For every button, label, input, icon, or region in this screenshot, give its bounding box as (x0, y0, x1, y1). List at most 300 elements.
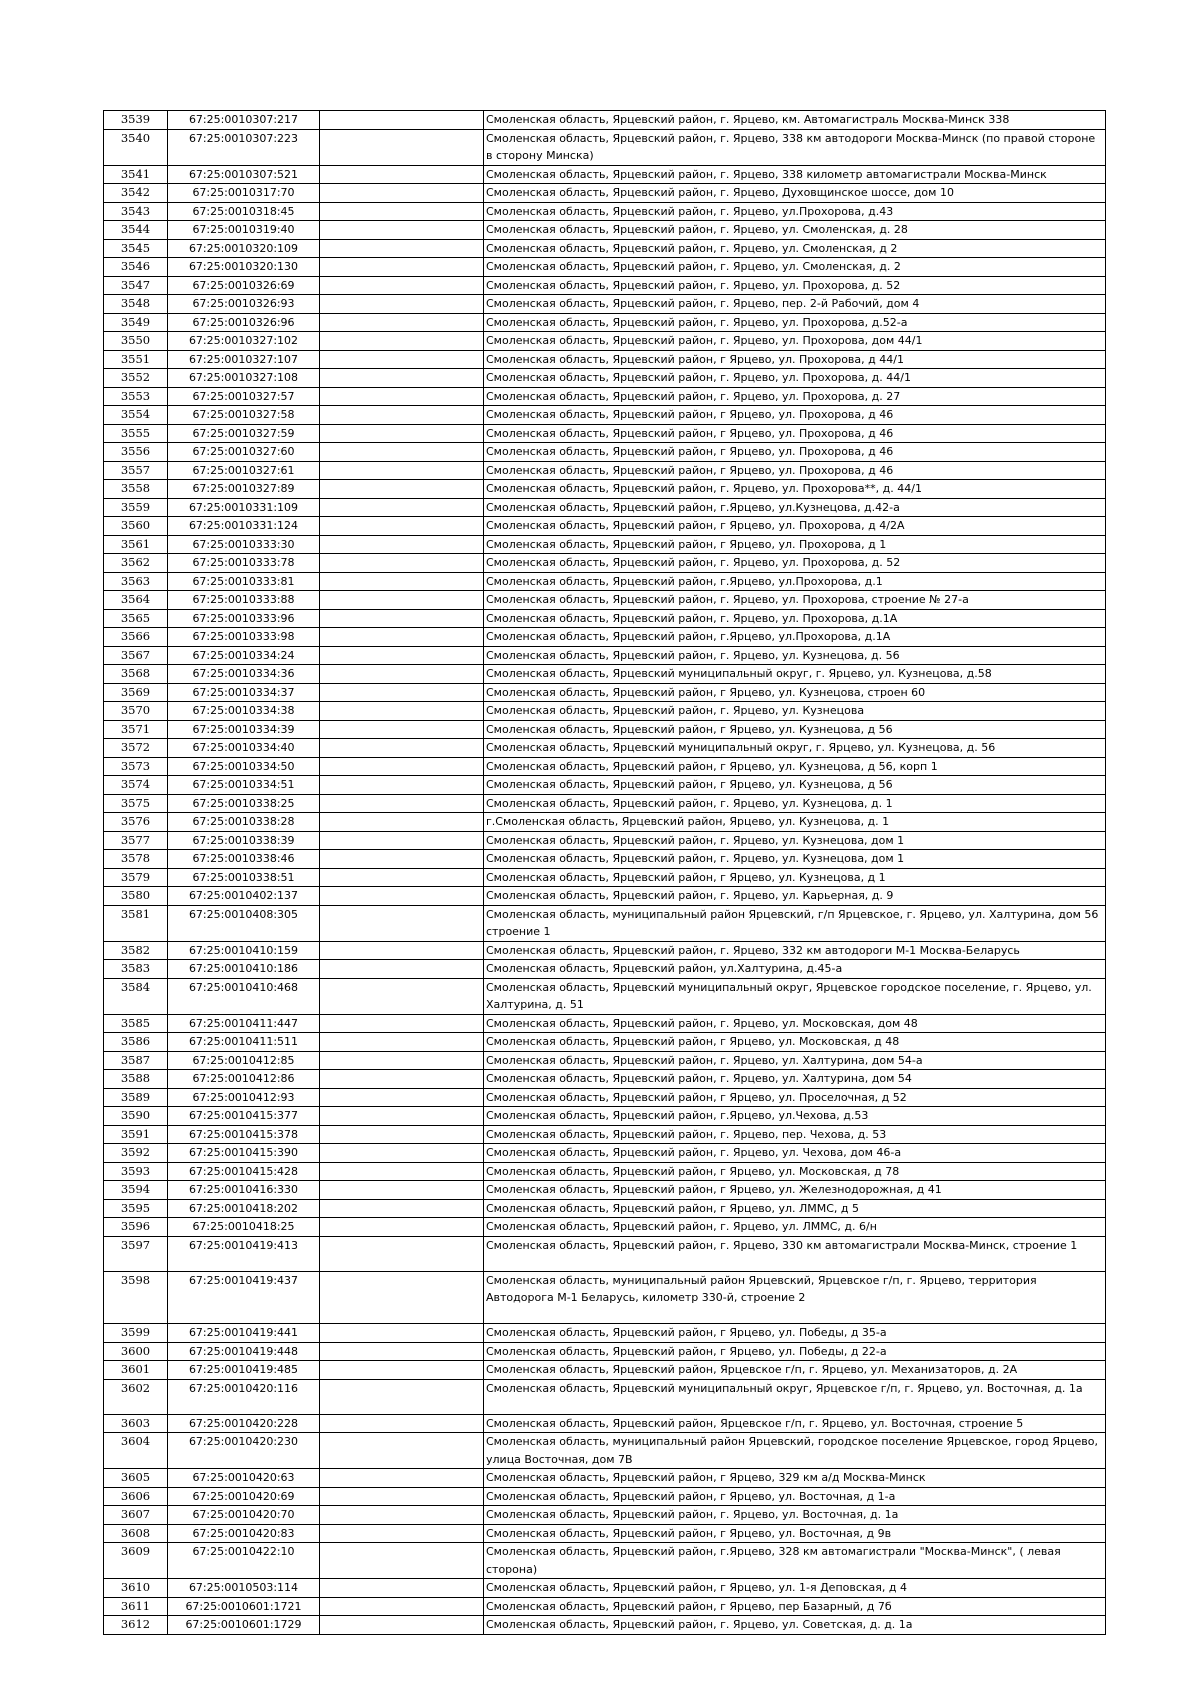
address-cell: Смоленская область, Ярцевский район, г Ярцево, ул. ЛММС, д 5 (484, 1199, 1106, 1218)
cadastral-number-cell: 67:25:0010410:186 (168, 960, 320, 979)
cadastral-number-cell: 67:25:0010307:223 (168, 129, 320, 165)
empty-cell (320, 1579, 484, 1598)
address-cell: Смоленская область, Ярцевский район, Ярцевское г/п, г. Ярцево, ул. Восточная, строение 5 (484, 1414, 1106, 1433)
table-row (104, 702, 1106, 721)
address-cell: Смоленская область, Ярцевский район, г Ярцево, ул. Кузнецова, д 56 (484, 720, 1106, 739)
table-row (104, 1469, 1106, 1488)
table-row (104, 332, 1106, 351)
table-row (104, 1236, 1106, 1271)
row-number-cell: 3546 (104, 258, 168, 277)
address-cell: Смоленская область, Ярцевский район, г Ярцево, ул. Восточная, д 9в (484, 1524, 1106, 1543)
row-number-cell: 3547 (104, 276, 168, 295)
address-cell: Смоленская область, Ярцевский район, г. Ярцево, ул. Московская, дом 48 (484, 1014, 1106, 1033)
row-number-cell: 3575 (104, 794, 168, 813)
empty-cell (320, 1379, 484, 1414)
cadastral-number-cell: 67:25:0010331:124 (168, 517, 320, 536)
cadastral-number-cell: 67:25:0010326:69 (168, 276, 320, 295)
empty-cell (320, 1125, 484, 1144)
row-number-cell: 3555 (104, 424, 168, 443)
address-cell: Смоленская область, Ярцевский муниципальный округ, г. Ярцево, ул. Кузнецова, д.58 (484, 665, 1106, 684)
address-cell: Смоленская область, Ярцевский район, г. Ярцево, ул. Прохорова, д. 44/1 (484, 369, 1106, 388)
cadastral-number-cell: 67:25:0010415:378 (168, 1125, 320, 1144)
row-number-cell: 3550 (104, 332, 168, 351)
table-row (104, 313, 1106, 332)
table-row (104, 1379, 1106, 1414)
cadastral-number-cell: 67:25:0010326:96 (168, 313, 320, 332)
address-cell: Смоленская область, муниципальный район Ярцевский, городское поселение Ярцевское, город Ярцево, улица Восточная, дом 7В (484, 1433, 1106, 1469)
table-row (104, 165, 1106, 184)
table-row (104, 609, 1106, 628)
cadastral-number-cell: 67:25:0010415:428 (168, 1162, 320, 1181)
address-cell: Смоленская область, Ярцевский район, г Ярцево, ул. Прохорова, д 46 (484, 443, 1106, 462)
cadastral-number-cell: 67:25:0010412:93 (168, 1088, 320, 1107)
empty-cell (320, 1414, 484, 1433)
row-number-cell: 3602 (104, 1379, 168, 1414)
address-cell: Смоленская область, Ярцевский район, г. Ярцево, ул. Кузнецова, д. 56 (484, 646, 1106, 665)
cadastral-number-cell: 67:25:0010327:107 (168, 350, 320, 369)
row-number-cell: 3606 (104, 1487, 168, 1506)
table-row (104, 461, 1106, 480)
row-number-cell: 3604 (104, 1433, 168, 1469)
address-cell: Смоленская область, Ярцевский район, г. Ярцево, ул. Прохорова, д.52-а (484, 313, 1106, 332)
address-cell: Смоленская область, Ярцевский район, г. Ярцево, ул. Прохорова, строение № 27-а (484, 591, 1106, 610)
empty-cell (320, 313, 484, 332)
empty-cell (320, 1324, 484, 1343)
table-row (104, 794, 1106, 813)
cadastral-number-cell: 67:25:0010420:230 (168, 1433, 320, 1469)
table-row (104, 665, 1106, 684)
row-number-cell: 3605 (104, 1469, 168, 1488)
table-row (104, 1433, 1106, 1469)
cadastral-number-cell: 67:25:0010338:28 (168, 813, 320, 832)
empty-cell (320, 202, 484, 221)
row-number-cell: 3551 (104, 350, 168, 369)
table-row (104, 1324, 1106, 1343)
empty-cell (320, 535, 484, 554)
address-cell: Смоленская область, Ярцевский район, г Ярцево, ул. Кузнецова, д 56 (484, 776, 1106, 795)
address-cell: Смоленская область, Ярцевский район, г. Ярцево, пер. Чехова, д. 53 (484, 1125, 1106, 1144)
address-cell: Смоленская область, Ярцевский район, г. Ярцево, ул. Восточная, д. 1а (484, 1506, 1106, 1525)
cadastral-number-cell: 67:25:0010333:88 (168, 591, 320, 610)
row-number-cell: 3544 (104, 221, 168, 240)
table-row (104, 776, 1106, 795)
address-cell: Смоленская область, Ярцевский район, г. Ярцево, 332 км автодороги М-1 Москва-Беларусь (484, 941, 1106, 960)
table-row (104, 1051, 1106, 1070)
address-cell: Смоленская область, Ярцевский район, г. Ярцево, ул. Карьерная, д. 9 (484, 887, 1106, 906)
row-number-cell: 3571 (104, 720, 168, 739)
address-cell: Смоленская область, Ярцевский район, г Ярцево, 329 км а/д Москва-Минск (484, 1469, 1106, 1488)
cadastral-number-cell: 67:25:0010420:69 (168, 1487, 320, 1506)
cadastral-number-cell: 67:25:0010422:10 (168, 1543, 320, 1579)
cadastral-number-cell: 67:25:0010419:437 (168, 1271, 320, 1324)
empty-cell (320, 276, 484, 295)
row-number-cell: 3552 (104, 369, 168, 388)
address-cell: Смоленская область, Ярцевский район, г. Ярцево, ул. Прохорова, д. 52 (484, 276, 1106, 295)
row-number-cell: 3598 (104, 1271, 168, 1324)
address-cell: Смоленская область, Ярцевский район, г. Ярцево, ул. Халтурина, дом 54 (484, 1070, 1106, 1089)
address-cell: Смоленская область, Ярцевский район, г. Ярцево, км. Автомагистраль Москва-Минск 338 (484, 111, 1106, 130)
row-number-cell: 3600 (104, 1342, 168, 1361)
address-cell: Смоленская область, Ярцевский район, г. Ярцево, ул. Кузнецова (484, 702, 1106, 721)
table-row (104, 239, 1106, 258)
address-cell: Смоленская область, Ярцевский район, г. Ярцево, ул. Смоленская, д 2 (484, 239, 1106, 258)
address-cell: Смоленская область, Ярцевский район, г Ярцево, ул. Кузнецова, д 56, корп 1 (484, 757, 1106, 776)
row-number-cell: 3597 (104, 1236, 168, 1271)
address-cell: Смоленская область, муниципальный район Ярцевский, Ярцевское г/п, г. Ярцево, территория Автодорога М-1 Беларусь, километр 330-й, строение 2 (484, 1271, 1106, 1324)
cadastral-number-cell: 67:25:0010334:39 (168, 720, 320, 739)
table-row (104, 1543, 1106, 1579)
empty-cell (320, 1014, 484, 1033)
table-row (104, 978, 1106, 1014)
empty-cell (320, 1218, 484, 1237)
empty-cell (320, 1361, 484, 1380)
cadastral-number-cell: 67:25:0010334:51 (168, 776, 320, 795)
empty-cell (320, 443, 484, 462)
row-number-cell: 3577 (104, 831, 168, 850)
row-number-cell: 3542 (104, 184, 168, 203)
cadastral-number-cell: 67:25:0010333:98 (168, 628, 320, 647)
empty-cell (320, 1162, 484, 1181)
cadastral-number-cell: 67:25:0010338:46 (168, 850, 320, 869)
cadastral-number-cell: 67:25:0010327:108 (168, 369, 320, 388)
cadastral-number-cell: 67:25:0010411:447 (168, 1014, 320, 1033)
address-cell: Смоленская область, Ярцевский район, г. Ярцево, 338 км автодороги Москва-Минск (по правой стороне в сторону Минска) (484, 129, 1106, 165)
table-row (104, 683, 1106, 702)
empty-cell (320, 591, 484, 610)
table-row (104, 757, 1106, 776)
row-number-cell: 3556 (104, 443, 168, 462)
address-cell: Смоленская область, Ярцевский район, г Ярцево, ул. Железнодорожная, д 41 (484, 1181, 1106, 1200)
table-row (104, 387, 1106, 406)
row-number-cell: 3591 (104, 1125, 168, 1144)
address-cell: Смоленская область, Ярцевский район, г Ярцево, пер Базарный, д 7б (484, 1597, 1106, 1616)
empty-cell (320, 1487, 484, 1506)
empty-cell (320, 221, 484, 240)
empty-cell (320, 517, 484, 536)
table-row (104, 628, 1106, 647)
row-number-cell: 3583 (104, 960, 168, 979)
cadastral-number-cell: 67:25:0010333:78 (168, 554, 320, 573)
address-cell: Смоленская область, Ярцевский район, г.Ярцево, ул.Кузнецова, д.42-а (484, 498, 1106, 517)
row-number-cell: 3554 (104, 406, 168, 425)
address-cell: Смоленская область, Ярцевский район, г. Ярцево, пер. 2-й Рабочий, дом 4 (484, 295, 1106, 314)
table-row (104, 813, 1106, 832)
cadastral-number-cell: 67:25:0010334:50 (168, 757, 320, 776)
cadastral-number-cell: 67:25:0010327:57 (168, 387, 320, 406)
row-number-cell: 3593 (104, 1162, 168, 1181)
address-cell: Смоленская область, Ярцевский муниципальный округ, Ярцевское г/п, г. Ярцево, ул. Восточная, д. 1а (484, 1379, 1106, 1414)
empty-cell (320, 1181, 484, 1200)
cadastral-number-cell: 67:25:0010307:521 (168, 165, 320, 184)
empty-cell (320, 461, 484, 480)
table-row (104, 1506, 1106, 1525)
empty-cell (320, 609, 484, 628)
address-cell: Смоленская область, Ярцевский район, г. Ярцево, 338 километр автомагистрали Москва-Минск (484, 165, 1106, 184)
empty-cell (320, 757, 484, 776)
row-number-cell: 3540 (104, 129, 168, 165)
row-number-cell: 3589 (104, 1088, 168, 1107)
empty-cell (320, 683, 484, 702)
address-cell: Смоленская область, Ярцевский муниципальный округ, г. Ярцево, ул. Кузнецова, д. 56 (484, 739, 1106, 758)
address-cell: Смоленская область, Ярцевский район, г Ярцево, ул. 1-я Деповская, д 4 (484, 1579, 1106, 1598)
row-number-cell: 3590 (104, 1107, 168, 1126)
empty-cell (320, 165, 484, 184)
address-cell: Смоленская область, Ярцевский муниципальный округ, Ярцевское городское поселение, г. Ярцево, ул. Халтурина, д. 51 (484, 978, 1106, 1014)
table-row (104, 1070, 1106, 1089)
table-row (104, 295, 1106, 314)
address-cell: Смоленская область, Ярцевский район, г Ярцево, ул. Кузнецова, строен 60 (484, 683, 1106, 702)
row-number-cell: 3612 (104, 1616, 168, 1635)
cadastral-number-cell: 67:25:0010420:228 (168, 1414, 320, 1433)
row-number-cell: 3570 (104, 702, 168, 721)
table-row (104, 535, 1106, 554)
cadastral-number-cell: 67:25:0010419:441 (168, 1324, 320, 1343)
empty-cell (320, 1088, 484, 1107)
table-row (104, 258, 1106, 277)
table-row (104, 1579, 1106, 1598)
row-number-cell: 3569 (104, 683, 168, 702)
table-row (104, 850, 1106, 869)
address-cell: Смоленская область, Ярцевский район, г Ярцево, ул. Прохорова, д 44/1 (484, 350, 1106, 369)
table-row (104, 1181, 1106, 1200)
cadastral-number-cell: 67:25:0010317:70 (168, 184, 320, 203)
empty-cell (320, 498, 484, 517)
cadastral-number-cell: 67:25:0010412:85 (168, 1051, 320, 1070)
address-cell: Смоленская область, Ярцевский район, ул.Халтурина, д.45-а (484, 960, 1106, 979)
empty-cell (320, 184, 484, 203)
cadastral-number-cell: 67:25:0010319:40 (168, 221, 320, 240)
row-number-cell: 3557 (104, 461, 168, 480)
empty-cell (320, 850, 484, 869)
table-row (104, 369, 1106, 388)
table-row (104, 129, 1106, 165)
table-row (104, 184, 1106, 203)
row-number-cell: 3548 (104, 295, 168, 314)
empty-cell (320, 480, 484, 499)
row-number-cell: 3585 (104, 1014, 168, 1033)
cadastral-number-cell: 67:25:0010415:390 (168, 1144, 320, 1163)
empty-cell (320, 1433, 484, 1469)
cadastral-number-cell: 67:25:0010318:45 (168, 202, 320, 221)
address-cell: Смоленская область, Ярцевский район, г. Ярцево, Духовщинское шоссе, дом 10 (484, 184, 1106, 203)
empty-cell (320, 720, 484, 739)
table-row (104, 1616, 1106, 1635)
cadastral-number-cell: 67:25:0010419:413 (168, 1236, 320, 1271)
table-row (104, 1107, 1106, 1126)
table-row (104, 739, 1106, 758)
table-row (104, 443, 1106, 462)
cadastral-number-cell: 67:25:0010338:39 (168, 831, 320, 850)
table-row (104, 498, 1106, 517)
table-row (104, 1342, 1106, 1361)
row-number-cell: 3595 (104, 1199, 168, 1218)
empty-cell (320, 1524, 484, 1543)
row-number-cell: 3573 (104, 757, 168, 776)
cadastral-number-cell: 67:25:0010412:86 (168, 1070, 320, 1089)
table-row (104, 554, 1106, 573)
empty-cell (320, 332, 484, 351)
row-number-cell: 3588 (104, 1070, 168, 1089)
row-number-cell: 3565 (104, 609, 168, 628)
table-row (104, 591, 1106, 610)
empty-cell (320, 1342, 484, 1361)
address-cell: Смоленская область, Ярцевский район, г. Ярцево, ул. Смоленская, д. 28 (484, 221, 1106, 240)
address-cell: Смоленская область, Ярцевский район, г Ярцево, ул. Прохорова, д 4/2А (484, 517, 1106, 536)
table-row (104, 1033, 1106, 1052)
table-row (104, 424, 1106, 443)
empty-cell (320, 295, 484, 314)
table-row (104, 1414, 1106, 1433)
address-cell: Смоленская область, Ярцевский район, г. Ярцево, ул. Прохорова, дом 44/1 (484, 332, 1106, 351)
empty-cell (320, 1506, 484, 1525)
address-cell: Смоленская область, Ярцевский район, г Ярцево, ул. Проселочная, д 52 (484, 1088, 1106, 1107)
cadastral-number-cell: 67:25:0010327:59 (168, 424, 320, 443)
cadastral-number-cell: 67:25:0010327:89 (168, 480, 320, 499)
table-row (104, 480, 1106, 499)
row-number-cell: 3608 (104, 1524, 168, 1543)
address-cell: Смоленская область, Ярцевский район, г Ярцево, ул. Прохорова, д 46 (484, 424, 1106, 443)
address-cell: Смоленская область, Ярцевский район, г. Ярцево, ул. Прохорова, д. 27 (484, 387, 1106, 406)
address-cell: Смоленская область, Ярцевский район, г Ярцево, ул. Кузнецова, д 1 (484, 868, 1106, 887)
table-row (104, 202, 1106, 221)
empty-cell (320, 905, 484, 941)
table-row (104, 1524, 1106, 1543)
row-number-cell: 3545 (104, 239, 168, 258)
cadastral-number-cell: 67:25:0010334:40 (168, 739, 320, 758)
address-cell: Смоленская область, Ярцевский район, г. Ярцево, ул.Прохорова, д.43 (484, 202, 1106, 221)
table-row (104, 941, 1106, 960)
cadastral-number-cell: 67:25:0010503:114 (168, 1579, 320, 1598)
row-number-cell: 3609 (104, 1543, 168, 1579)
empty-cell (320, 813, 484, 832)
property-registry-table (103, 110, 1106, 1635)
empty-cell (320, 978, 484, 1014)
empty-cell (320, 1070, 484, 1089)
table-row (104, 887, 1106, 906)
registry-page (103, 110, 1105, 1635)
cadastral-number-cell: 67:25:0010333:30 (168, 535, 320, 554)
table-row (104, 406, 1106, 425)
cadastral-number-cell: 67:25:0010327:102 (168, 332, 320, 351)
empty-cell (320, 387, 484, 406)
row-number-cell: 3572 (104, 739, 168, 758)
table-row (104, 517, 1106, 536)
table-row (104, 1597, 1106, 1616)
row-number-cell: 3592 (104, 1144, 168, 1163)
table-row (104, 960, 1106, 979)
cadastral-number-cell: 67:25:0010331:109 (168, 498, 320, 517)
address-cell: Смоленская область, Ярцевский район, г Ярцево, ул. Победы, д 35-а (484, 1324, 1106, 1343)
table-row (104, 1199, 1106, 1218)
empty-cell (320, 406, 484, 425)
cadastral-number-cell: 67:25:0010418:202 (168, 1199, 320, 1218)
address-cell: Смоленская область, Ярцевский район, г.Ярцево, ул.Чехова, д.53 (484, 1107, 1106, 1126)
cadastral-number-cell: 67:25:0010420:63 (168, 1469, 320, 1488)
table-row (104, 868, 1106, 887)
row-number-cell: 3610 (104, 1579, 168, 1598)
cadastral-number-cell: 67:25:0010333:96 (168, 609, 320, 628)
address-cell: Смоленская область, Ярцевский район, г. Ярцево, ул. Смоленская, д. 2 (484, 258, 1106, 277)
cadastral-number-cell: 67:25:0010338:25 (168, 794, 320, 813)
row-number-cell: 3567 (104, 646, 168, 665)
table-row (104, 905, 1106, 941)
row-number-cell: 3539 (104, 111, 168, 130)
cadastral-number-cell: 67:25:0010601:1729 (168, 1616, 320, 1635)
address-cell: Смоленская область, Ярцевский район, г. Ярцево, ул. Чехова, дом 46-а (484, 1144, 1106, 1163)
cadastral-number-cell: 67:25:0010420:116 (168, 1379, 320, 1414)
table-row (104, 572, 1106, 591)
row-number-cell: 3601 (104, 1361, 168, 1380)
row-number-cell: 3549 (104, 313, 168, 332)
empty-cell (320, 1107, 484, 1126)
cadastral-number-cell: 67:25:0010411:511 (168, 1033, 320, 1052)
address-cell: Смоленская область, Ярцевский район, Ярцевское г/п, г. Ярцево, ул. Механизаторов, д. 2А (484, 1361, 1106, 1380)
address-cell: г.Смоленская область, Ярцевский район, Ярцево, ул. Кузнецова, д. 1 (484, 813, 1106, 832)
empty-cell (320, 1144, 484, 1163)
cadastral-number-cell: 67:25:0010419:485 (168, 1361, 320, 1380)
row-number-cell: 3561 (104, 535, 168, 554)
empty-cell (320, 1051, 484, 1070)
row-number-cell: 3558 (104, 480, 168, 499)
address-cell: Смоленская область, Ярцевский район, г Ярцево, ул. Прохорова, д 46 (484, 406, 1106, 425)
row-number-cell: 3576 (104, 813, 168, 832)
row-number-cell: 3568 (104, 665, 168, 684)
cadastral-number-cell: 67:25:0010334:36 (168, 665, 320, 684)
row-number-cell: 3582 (104, 941, 168, 960)
row-number-cell: 3579 (104, 868, 168, 887)
empty-cell (320, 1199, 484, 1218)
empty-cell (320, 258, 484, 277)
address-cell: Смоленская область, Ярцевский район, г. Ярцево, 330 км автомагистрали Москва-Минск, строение 1 (484, 1236, 1106, 1271)
address-cell: Смоленская область, Ярцевский район, г. Ярцево, ул. Кузнецова, д. 1 (484, 794, 1106, 813)
address-cell: Смоленская область, Ярцевский район, г Ярцево, ул. Московская, д 78 (484, 1162, 1106, 1181)
table-row (104, 276, 1106, 295)
row-number-cell: 3553 (104, 387, 168, 406)
row-number-cell: 3599 (104, 1324, 168, 1343)
address-cell: Смоленская область, Ярцевский район, г Ярцево, ул. Прохорова, д 46 (484, 461, 1106, 480)
address-cell: Смоленская область, Ярцевский район, г.Ярцево, ул.Прохорова, д.1 (484, 572, 1106, 591)
empty-cell (320, 572, 484, 591)
table-row (104, 1218, 1106, 1237)
empty-cell (320, 1236, 484, 1271)
row-number-cell: 3586 (104, 1033, 168, 1052)
table-row (104, 831, 1106, 850)
empty-cell (320, 776, 484, 795)
table-row (104, 1487, 1106, 1506)
row-number-cell: 3587 (104, 1051, 168, 1070)
row-number-cell: 3596 (104, 1218, 168, 1237)
cadastral-number-cell: 67:25:0010327:60 (168, 443, 320, 462)
address-cell: Смоленская область, Ярцевский район, г Ярцево, ул. Восточная, д 1-а (484, 1487, 1106, 1506)
empty-cell (320, 1597, 484, 1616)
address-cell: Смоленская область, Ярцевский район, г.Ярцево, ул.Прохорова, д.1А (484, 628, 1106, 647)
row-number-cell: 3578 (104, 850, 168, 869)
address-cell: Смоленская область, Ярцевский район, г. Ярцево, ул. Прохорова, д.1А (484, 609, 1106, 628)
address-cell: Смоленская область, Ярцевский район, г. Ярцево, ул. Прохорова, д. 52 (484, 554, 1106, 573)
row-number-cell: 3559 (104, 498, 168, 517)
cadastral-number-cell: 67:25:0010338:51 (168, 868, 320, 887)
empty-cell (320, 350, 484, 369)
row-number-cell: 3560 (104, 517, 168, 536)
table-row (104, 1162, 1106, 1181)
table-row (104, 1144, 1106, 1163)
cadastral-number-cell: 67:25:0010415:377 (168, 1107, 320, 1126)
row-number-cell: 3580 (104, 887, 168, 906)
row-number-cell: 3611 (104, 1597, 168, 1616)
table-row (104, 1361, 1106, 1380)
cadastral-number-cell: 67:25:0010320:130 (168, 258, 320, 277)
cadastral-number-cell: 67:25:0010420:70 (168, 1506, 320, 1525)
